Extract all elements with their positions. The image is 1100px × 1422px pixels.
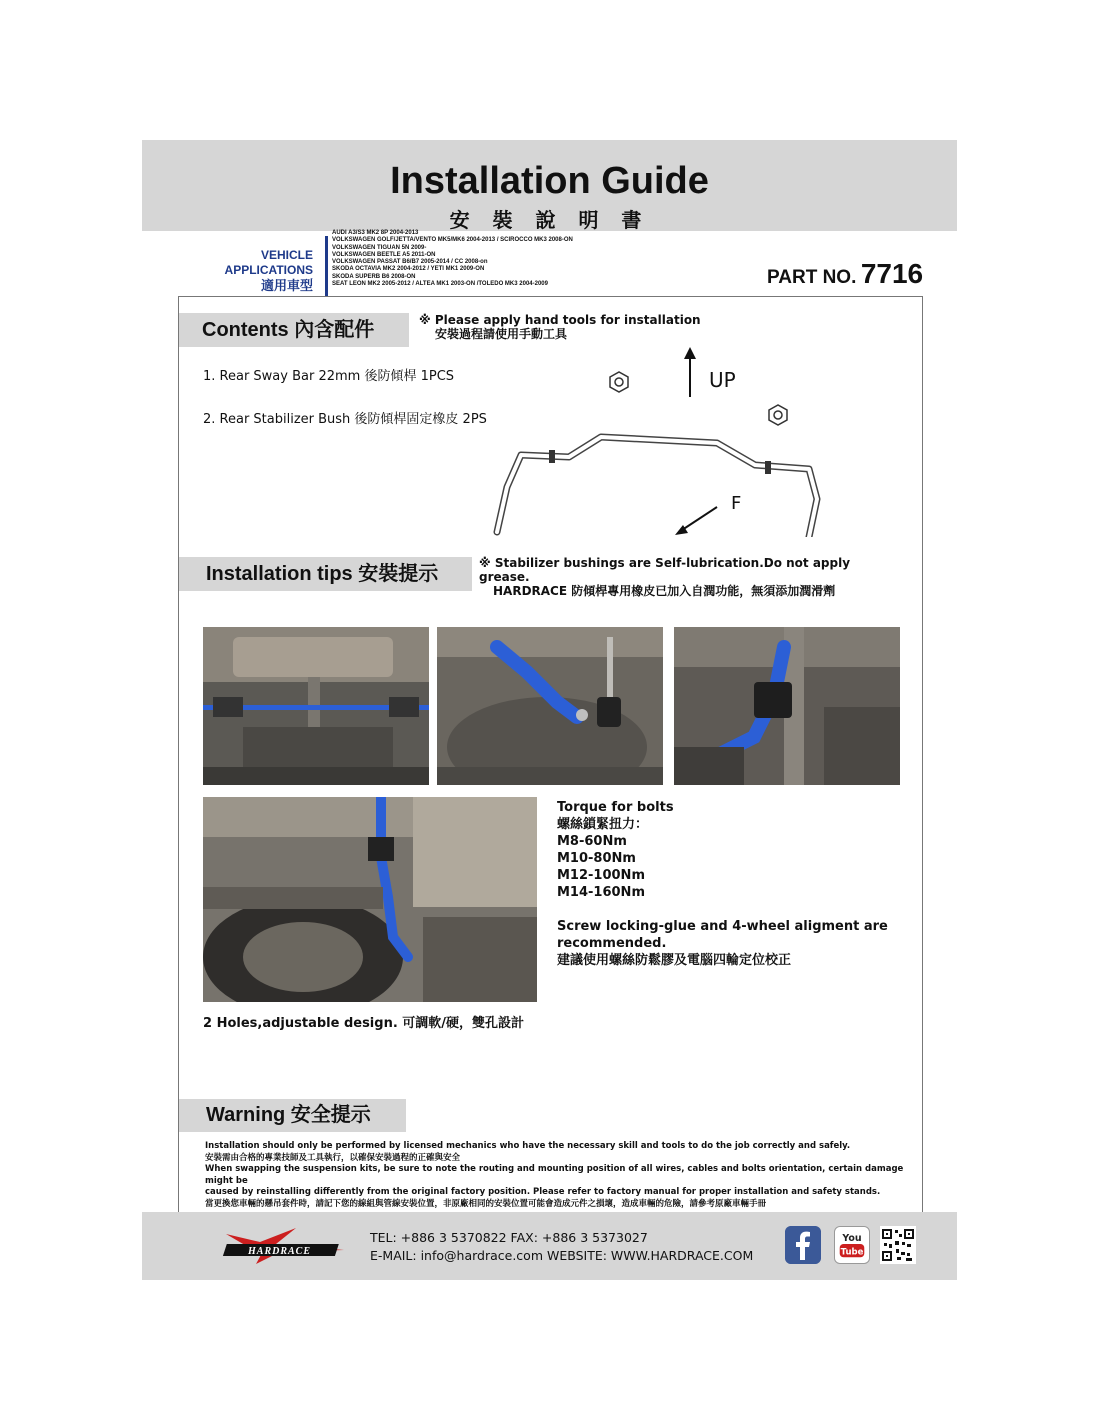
youtube-you-text: You [842, 1233, 862, 1245]
warning-line: When swapping the suspension kits, be sure to note the routing and mounting position of all wires, cables and bolts orientation, certain damage might be [205, 1164, 904, 1186]
torque-line: M10-80Nm [557, 851, 636, 866]
forward-arrow [675, 507, 717, 535]
vehicle-model: SEAT LEON MK2 2005-2012 / ALTEA MK1 2003-ON /TOLEDO MK3 2004-2009 [332, 281, 548, 288]
photo-underbody [203, 627, 429, 785]
adjustable-design-caption: 2 Holes,adjustable design. 可調軟/硬，雙孔設計 [203, 1016, 525, 1031]
header-band [142, 140, 957, 231]
photo-link-closeup [437, 627, 663, 785]
page-title: Installation Guide [390, 160, 709, 202]
vehicle-model: SKODA SUPERB B6 2008-ON [332, 273, 416, 280]
vehicle-applications-label-cn: 適用車型 [260, 278, 313, 293]
contact-info [370, 1229, 753, 1265]
warning-line: 安裝需由合格的專業技師及工具執行，以確保安裝過程的正確與安全 [205, 1152, 461, 1163]
vehicle-applications-label [178, 248, 313, 293]
qr-code-icon[interactable] [880, 1226, 916, 1264]
up-label: UP [709, 368, 736, 392]
torque-line: Torque for bolts [557, 800, 674, 815]
hardrace-logo [220, 1228, 350, 1264]
warning-line: 當更換您車輛的懸吊套件時，請記下您的線組與管線安裝位置，非原廠相同的安裝位置可能會造成元件之損壞，造成車輛的危險，請參考原廠車輛手冊 [205, 1198, 767, 1209]
bar-mark-right [765, 461, 771, 474]
part-number [767, 258, 923, 290]
torque-line [557, 901, 897, 918]
part-number-label: PART NO. [767, 267, 857, 288]
installation-guide-sheet [142, 140, 957, 1280]
warning-text [205, 1141, 905, 1210]
footer-band [142, 1212, 957, 1280]
logo-text: HARDRACE [248, 1246, 312, 1257]
applications-divider [325, 236, 328, 296]
hand-tools-note-en: ※ Please apply hand tools for installation [419, 313, 701, 327]
vehicle-applications-label-en: VEHICLE APPLICATIONS [224, 248, 313, 277]
installation-tips-heading: Installation tips 安裝提示 [179, 557, 472, 591]
vehicle-model: VOLKSWAGEN TIGUAN 5N 2009- [332, 244, 427, 251]
phone-fax-line: TEL: +886 3 5370822 FAX: +886 3 5373027 [370, 1230, 648, 1245]
facebook-icon[interactable] [785, 1226, 821, 1264]
photo-rear-suspension [203, 797, 537, 1002]
bushing-note [479, 556, 899, 598]
sway-bar-outline [497, 437, 817, 537]
contents-item-sway-bar: 1. Rear Sway Bar 22mm 後防傾桿 1PCS [203, 369, 455, 384]
vehicle-model: SKODA OCTAVIA MK2 2004-2012 / YETI MK1 2009-ON [332, 266, 485, 273]
torque-spec-block [557, 799, 897, 969]
sway-bar-fill [497, 437, 817, 537]
torque-line: M12-100Nm [557, 868, 645, 883]
sway-bar-diagram [479, 337, 839, 537]
torque-line: M8-60Nm [557, 834, 627, 849]
warning-heading: Warning 安全提示 [179, 1099, 406, 1132]
vehicle-applications-list [332, 230, 752, 288]
main-content-box [178, 296, 923, 1243]
warning-line: caused by reinstalling differently from the original factory position. Please refer to factory manual for proper installation and safety stands. [205, 1187, 881, 1197]
torque-line: 螺絲鎖緊扭力： [557, 817, 649, 832]
contents-heading: Contents 內含配件 [179, 313, 409, 347]
youtube-icon[interactable] [834, 1226, 870, 1264]
warning-line: Installation should only be performed by licensed mechanics who have the necessary skill and tools to do the job correctly and safely. [205, 1141, 851, 1151]
up-arrow [684, 347, 696, 397]
forward-label: F [731, 493, 742, 514]
torque-line: 建議使用螺絲防鬆膠及電腦四輪定位校正 [557, 953, 792, 968]
youtube-tube-text: Tube [840, 1247, 864, 1258]
vehicle-model: VOLKSWAGEN BEETLE A5 2011-ON [332, 251, 436, 258]
bushing-right-icon [769, 405, 787, 425]
vehicle-model: AUDI A3/S3 MK2 8P 2004-2013 [332, 230, 419, 236]
torque-line: M14-160Nm [557, 885, 645, 900]
bushing-note-en: ※ Stabilizer bushings are Self-lubrication.Do not apply grease. [479, 556, 851, 584]
email-website-line: E-MAIL: info@hardrace.com WEBSITE: WWW.HARDRACE.COM [370, 1248, 754, 1263]
bushing-left-icon [610, 372, 628, 392]
bushing-note-cn: HARDRACE 防傾桿專用橡皮已加入自潤功能，無須添加潤滑劑 [493, 584, 836, 598]
vehicle-model: VOLKSWAGEN PASSAT B6/B7 2005-2014 / CC 2008-on [332, 259, 488, 266]
torque-line: Screw locking-glue and 4-wheel aligment are [557, 919, 888, 934]
page-title-cn: 安 裝 說 明 書 [449, 208, 650, 232]
torque-line: recommended. [557, 936, 667, 951]
photo-bushing-mount [674, 627, 900, 785]
bar-mark-left [549, 450, 555, 463]
hand-tools-note-cn: 安裝過程請使用手動工具 [435, 327, 568, 341]
vehicle-model: VOLKSWAGEN GOLF/JETTA/VENTO MK5/MK6 2004-2013 / SCIROCCO MK3 2008-ON [332, 237, 573, 244]
contents-item-bush: 2. Rear Stabilizer Bush 後防傾桿固定橡皮 2PS [203, 412, 487, 427]
part-number-value: 7716 [860, 258, 924, 289]
